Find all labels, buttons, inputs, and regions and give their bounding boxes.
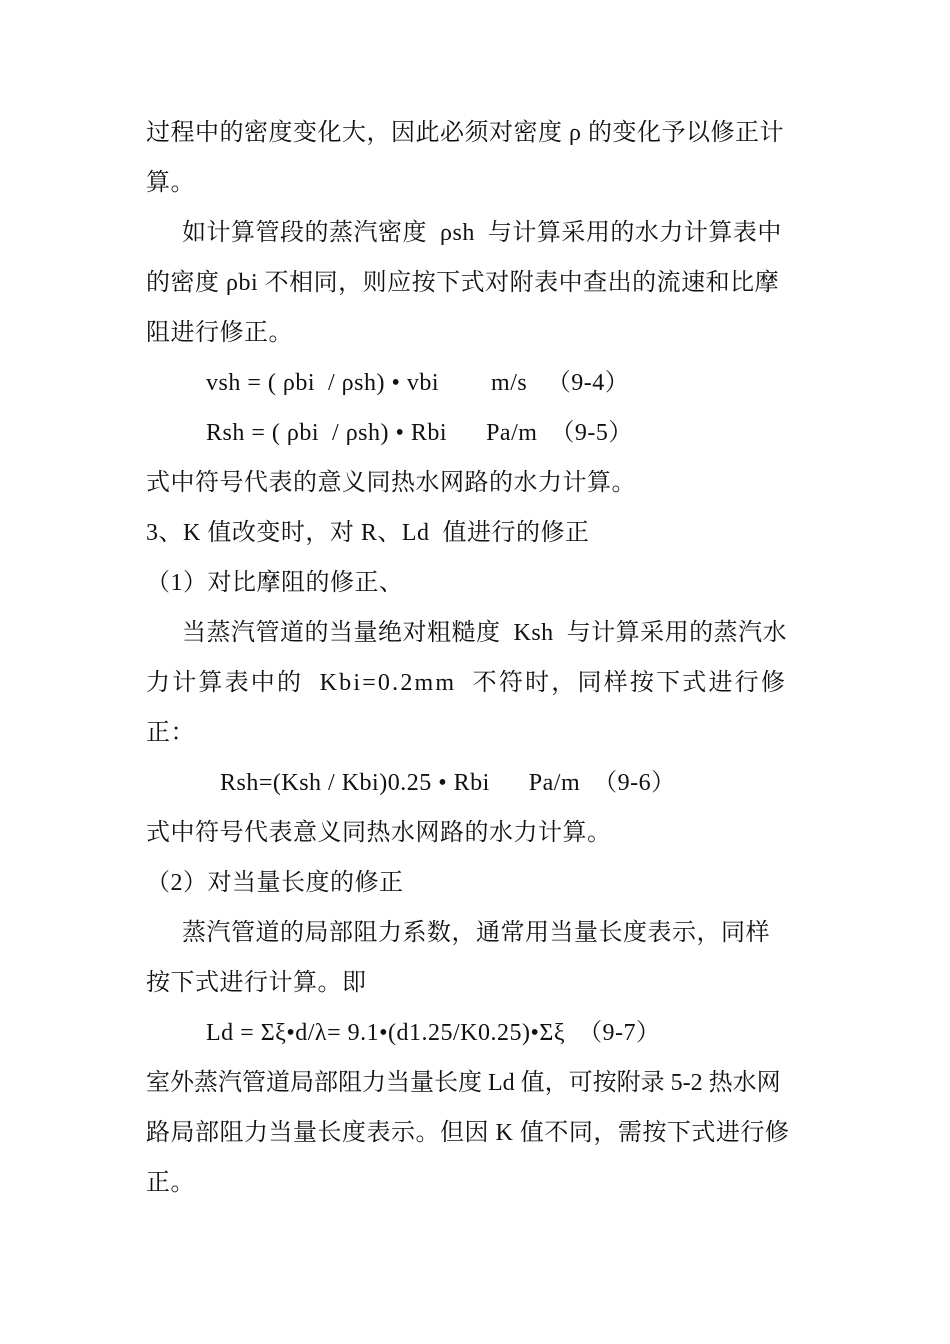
- paragraph-line: 力计算表中的 Kbi=0.2mm 不符时，同样按下式进行修: [146, 670, 788, 696]
- paragraph-line: 当蒸汽管道的当量绝对粗糙度 Ksh 与计算采用的蒸汽水: [182, 620, 788, 646]
- paragraph-line: 室外蒸汽管道局部阻力当量长度 Ld 值，可按附录 5-2 热水网: [146, 1070, 781, 1096]
- paragraph-line: 过程中的密度变化大，因此必须对密度 ρ 的变化予以修正计: [146, 120, 784, 146]
- paragraph-line: 按下式进行计算。即: [146, 970, 367, 996]
- paragraph-line: 式中符号代表意义同热水网路的水力计算。: [146, 820, 612, 846]
- subsection-heading: （1）对比摩阻的修正、: [146, 570, 404, 596]
- paragraph-line: 蒸汽管道的局部阻力系数，通常用当量长度表示，同样: [182, 920, 770, 946]
- paragraph-line: 正：: [146, 720, 195, 746]
- formula-9-7: Ld = Σξ•d/λ= 9.1•(d1.25/K0.25)•Σξ （9-7）: [206, 1020, 661, 1046]
- paragraph-line: 的密度 ρbi 不相同，则应按下式对附表中查出的流速和比摩: [146, 270, 780, 296]
- paragraph-line: 算。: [146, 170, 195, 196]
- paragraph-line: 式中符号代表的意义同热水网路的水力计算。: [146, 470, 636, 496]
- paragraph-line: 正。: [146, 1170, 195, 1196]
- formula-9-4: vsh = ( ρbi / ρsh) • vbi m/s （9-4）: [206, 370, 630, 396]
- paragraph-line: 如计算管段的蒸汽密度 ρsh 与计算采用的水力计算表中: [182, 220, 782, 246]
- formula-9-5: Rsh = ( ρbi / ρsh) • Rbi Pa/m （9-5）: [206, 420, 633, 446]
- paragraph-line: 路局部阻力当量长度表示。但因 K 值不同，需按下式进行修: [146, 1120, 790, 1146]
- paragraph-line: 阻进行修正。: [146, 320, 293, 346]
- formula-9-6: Rsh=(Ksh / Kbi)0.25 • Rbi Pa/m （9-6）: [220, 770, 676, 796]
- subsection-heading: （2）对当量长度的修正: [146, 870, 404, 896]
- section-heading: 3、K 值改变时，对 R、Ld 值进行的修正: [146, 520, 590, 546]
